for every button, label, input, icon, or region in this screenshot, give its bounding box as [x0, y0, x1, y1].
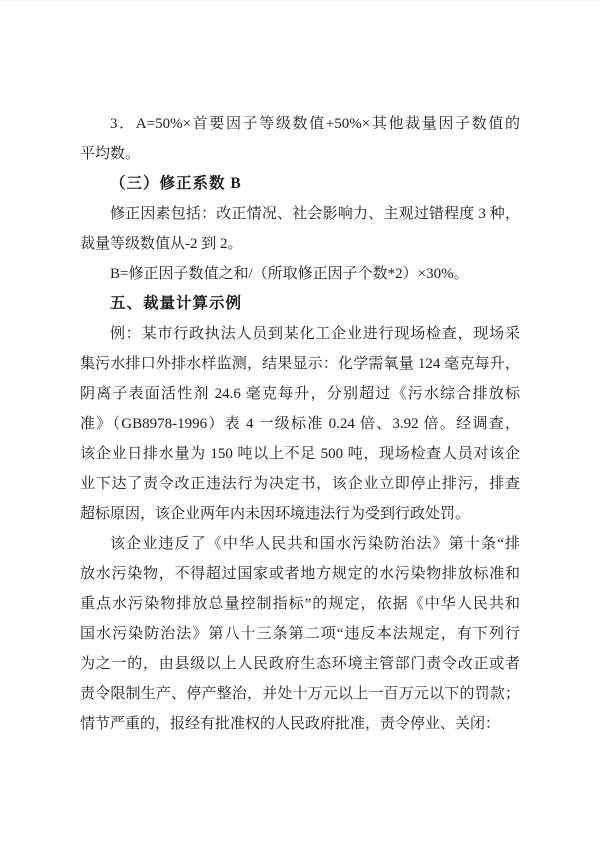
section-heading: [80, 169, 520, 199]
section-heading: [80, 289, 520, 319]
text-line: 例：某市行政执法人员到某化工企业进行现场检查，现场采: [110, 326, 520, 342]
text-line: 责令限制生产、停产整治，并处十万元以上一百万元以下的罚款；: [80, 686, 520, 702]
text-line: 平均数。: [80, 146, 141, 162]
text-line: 阴离子表面活性剂 24.6 毫克每升，分别超过《污水综合排放标: [80, 386, 520, 402]
paragraph: [80, 259, 520, 289]
text-line: 该企业违反了《中华人民共和国水污染防治法》第十条“排: [110, 536, 520, 552]
text-line: （三）修正系数 B: [110, 175, 242, 192]
text-line: 修正因素包括：改正情况、社会影响力、主观过错程度 3 种，: [110, 206, 520, 222]
text-line: 五、裁量计算示例: [110, 295, 243, 312]
document-body: [80, 109, 520, 739]
text-line: 重点水污染物排放总量控制指标”的规定，依据《中华人民共和: [80, 596, 520, 612]
text-line: 情节严重的，报经有批准权的人民政府批准，责令停业、关闭：: [80, 716, 501, 732]
text-line: 裁量等级数值从-2 到 2。: [80, 236, 243, 252]
text-line: B=修正因子数值之和/（所取修正因子个数*2）×30%。: [110, 266, 469, 282]
text-line: 为之一的，由县级以上人民政府生态环境主管部门责令改正或者: [80, 656, 520, 672]
paragraph: [80, 529, 520, 739]
text-line: 3．A=50%×首要因子等级数值+50%×其他裁量因子数值的: [110, 116, 520, 132]
text-line: 集污水排口外排水样监测，结果显示：化学需氧量 124 毫克每升，: [80, 356, 520, 372]
text-line: 业下达了责令改正违法行为决定书，该企业立即停止排污，排查: [80, 476, 520, 492]
paragraph: [80, 199, 520, 259]
paragraph: [80, 109, 520, 169]
text-line: 该企业日排水量为 150 吨以上不足 500 吨，现场检查人员对该企: [80, 446, 520, 462]
text-line: 超标原因，该企业两年内未因环境违法行为受到行政处罚。: [80, 506, 471, 522]
text-line: 国水污染防治法》第八十三条第二项“违反本法规定，有下列行: [80, 626, 520, 642]
text-line: 准》（GB8978-1996）表 4 一级标准 0.24 倍、3.92 倍。经调查，: [80, 416, 520, 432]
text-line: 放水污染物，不得超过国家或者地方规定的水污染物排放标准和: [80, 566, 520, 582]
paragraph: [80, 319, 520, 529]
